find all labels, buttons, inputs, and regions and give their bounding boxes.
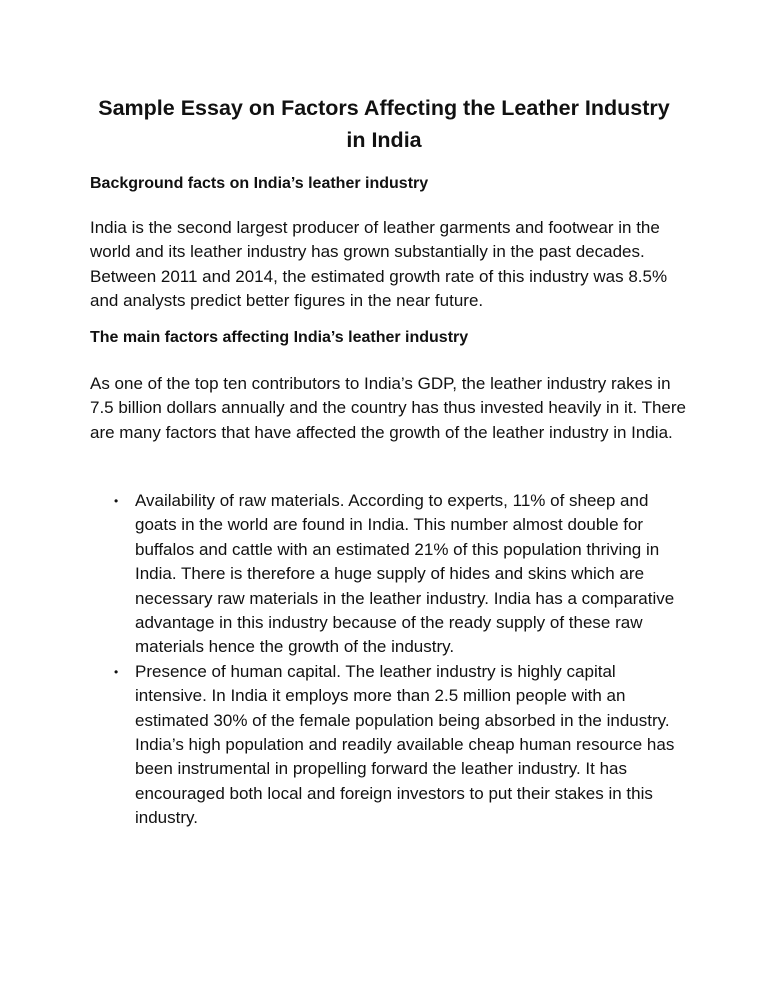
factors-list <box>90 489 690 831</box>
bullet-icon: • <box>114 494 119 508</box>
list-item <box>90 660 690 831</box>
document-title <box>80 92 688 156</box>
list-item <box>90 489 690 660</box>
section-heading-main-factors: The main factors affecting India’s leather industry <box>90 329 469 346</box>
title-line-1: Sample Essay on Factors Affecting the Leather Industry <box>98 96 670 120</box>
section-heading-background: Background facts on India’s leather industry <box>90 175 429 192</box>
bullet-icon: • <box>114 664 119 679</box>
paragraph-main-factors: As one of the top ten contributors to India’s GDP, the leather industry rakes in 7.5 billion dollars annually and the country has thus invested heavily in it. There are many factors that have affected the growth of the leather industry in India. <box>90 374 686 442</box>
list-item-text: Presence of human capital. The leather industry is highly capital intensive. In India it employs more than 2.5 million people with an estimated 30% of the female population being absorbed in the industry. India’s high population and readily available cheap human resource has been instrumental in propelling forward the leather industry. It has encouraged both local and foreign investors to put their stakes in this industry. <box>135 661 675 828</box>
title-line-2: in India <box>346 128 422 152</box>
paragraph-background: India is the second largest producer of leather garments and footwear in the world and its leather industry has grown substantially in the past decades. Between 2011 and 2014, the estimated growth rate of this industry was 8.5% and analysts predict better figures in the near future. <box>90 218 668 310</box>
list-item-text: Availability of raw materials. According to experts, 11% of sheep and goats in the world are found in India. This number almost double for buffalos and cattle with an estimated 21% of this population thriving in India. There is therefore a huge supply of hides and skins which are necessary raw materials in the leather industry. India has a comparative advantage in this industry because of the ready supply of these raw materials hence the growth of the industry. <box>135 491 675 657</box>
